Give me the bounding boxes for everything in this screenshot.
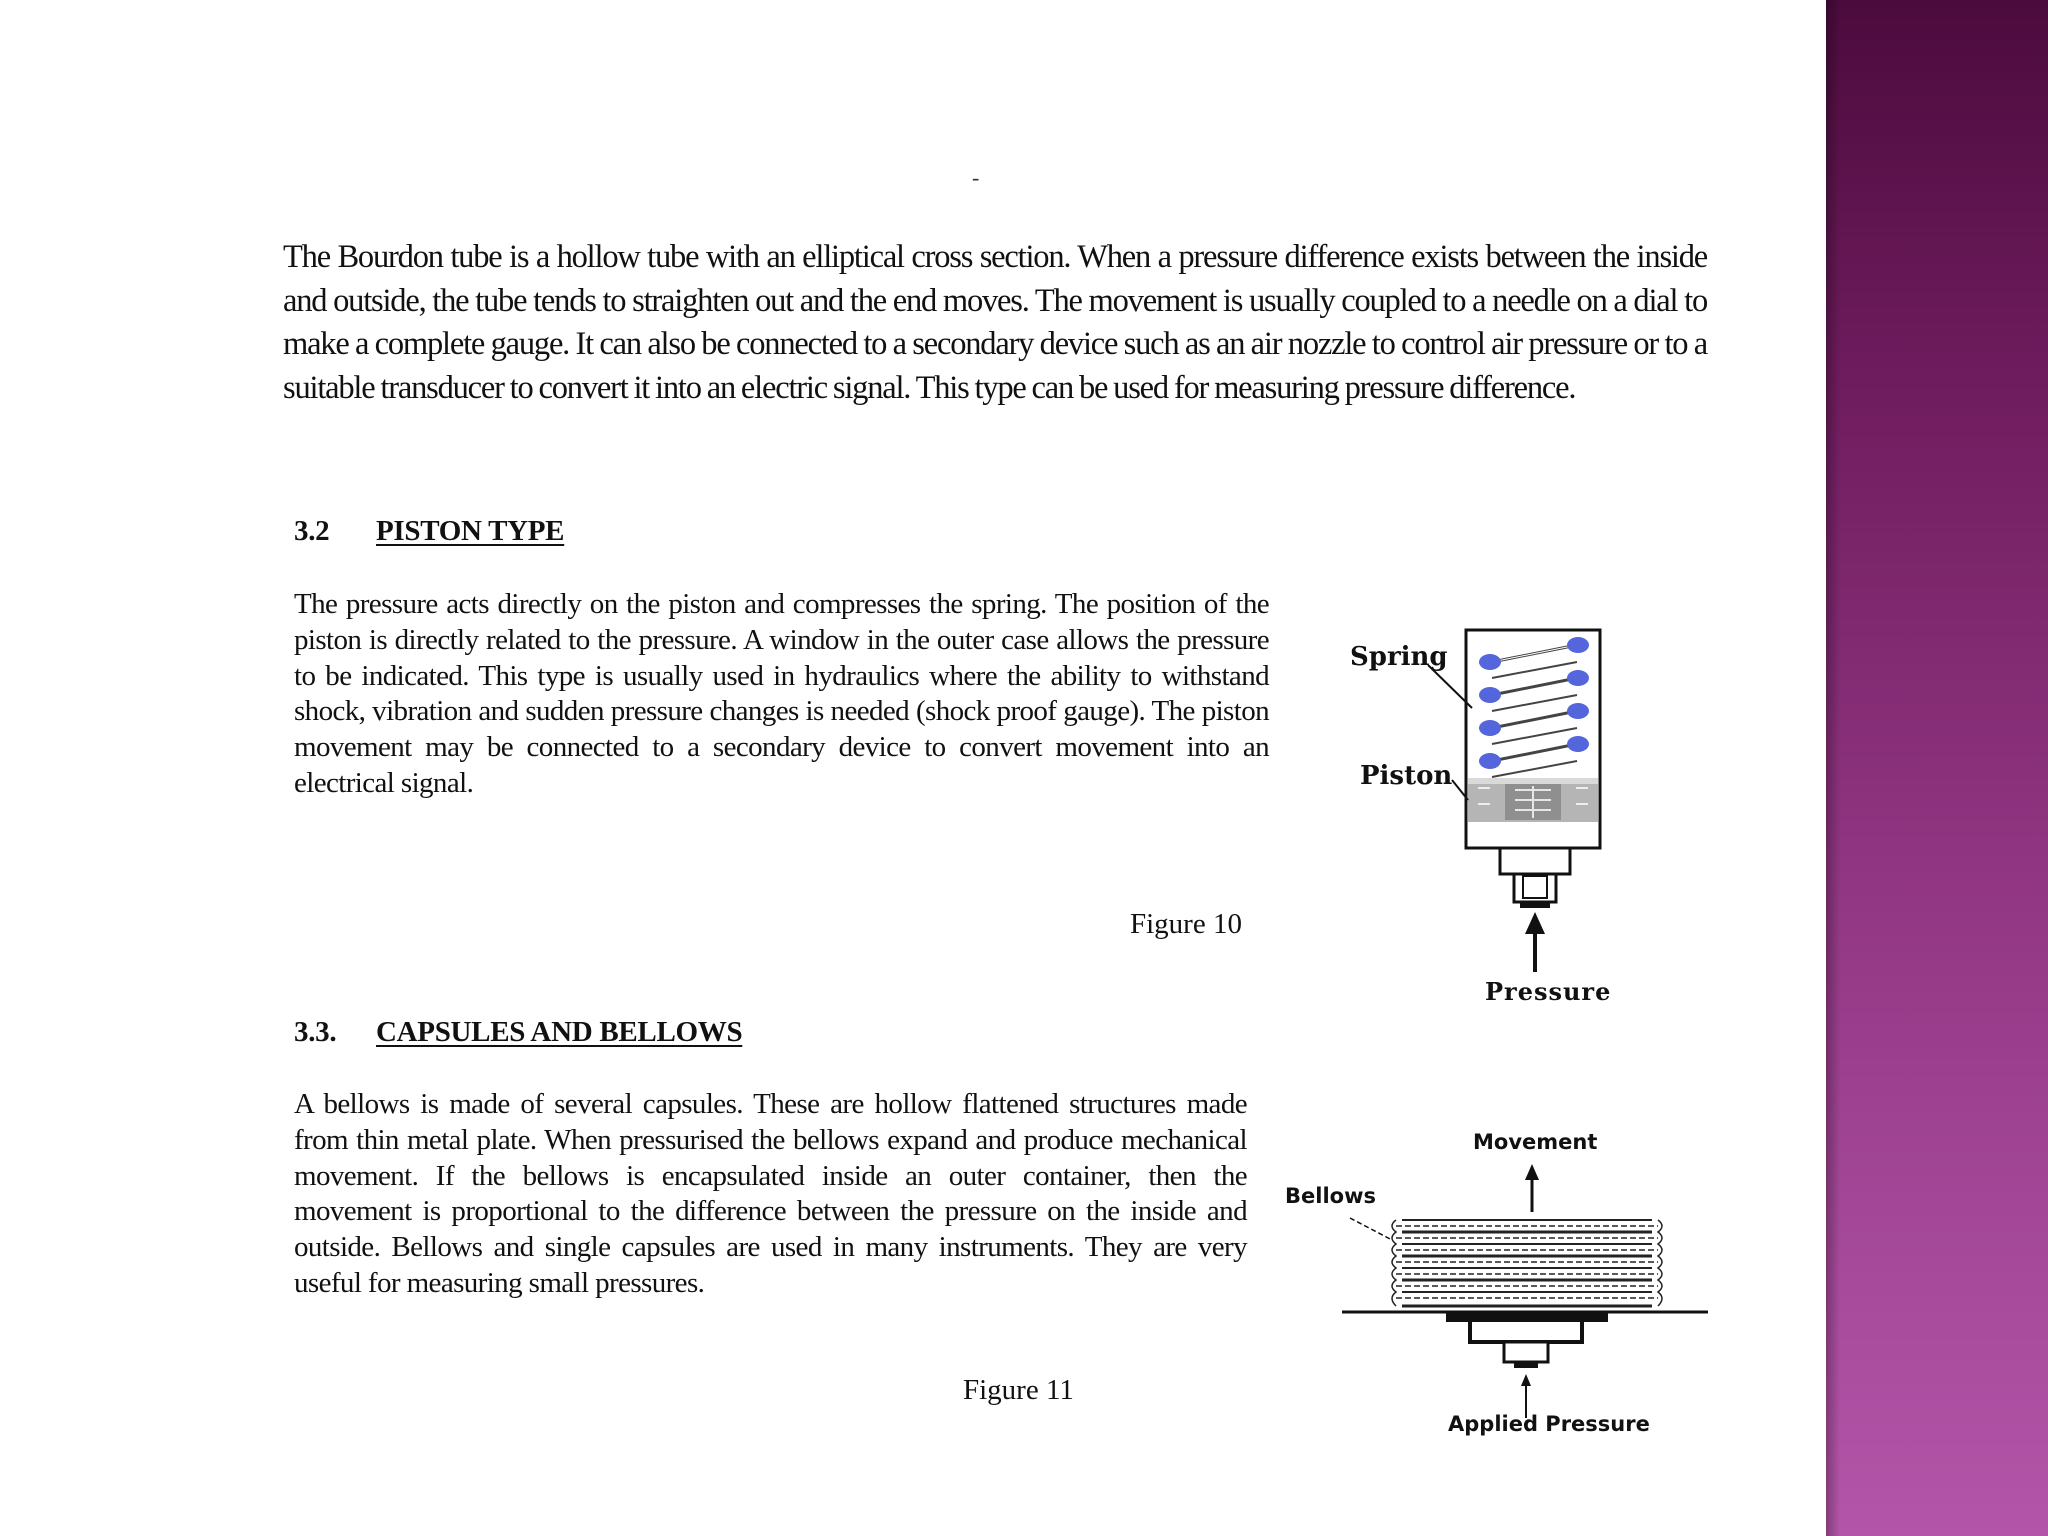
- movement-arrow: [1525, 1164, 1539, 1212]
- section-number: 3.2: [294, 515, 330, 547]
- section-number: 3.3.: [294, 1016, 337, 1048]
- pressure-label: Pressure: [1485, 977, 1612, 1006]
- bellows-fitting: [1470, 1322, 1582, 1342]
- piston-gauge-figure: [1340, 620, 1640, 1010]
- section-title: PISTON TYPE: [376, 515, 565, 547]
- intro-paragraph: The Bourdon tube is a hollow tube with an elliptical cross section. When a pressure difference exists between the inside and outside, the tube tends to straighten out and the end moves. The movement is usually coupled to a needle on a dial to make a complete gauge. It can also be connected to a secondary device such as an air nozzle to control air pressure or to a suitable transducer to convert it into an electric signal. This type can be used for measuring pressure difference.: [283, 239, 1707, 406]
- bellows-label: Bellows: [1285, 1184, 1376, 1208]
- decorative-side-band: [1826, 0, 2048, 1536]
- section-heading-bellows: [294, 1016, 742, 1049]
- applied-pressure-label: Applied Pressure: [1448, 1412, 1650, 1436]
- figure-11-caption: Figure 11: [963, 1374, 1074, 1406]
- pressure-arrow: [1525, 912, 1545, 972]
- movement-label: Movement: [1473, 1130, 1598, 1154]
- gauge-stem: [1500, 848, 1570, 874]
- piston-block: [1468, 778, 1598, 822]
- bellows-folds: [1392, 1220, 1662, 1306]
- section-heading-piston: [294, 515, 564, 548]
- bellows-base: [1446, 1312, 1608, 1322]
- section-title: CAPSULES AND BELLOWS: [376, 1016, 743, 1048]
- piston-paragraph: The pressure acts directly on the piston and compresses the spring. The position of the piston is directly related to the pressure. A window in the outer case allows the pressure to be indicated. This type is usually used in hydraulics where the ability to withstand shock, vibration and sudden pressure changes is needed (shock proof gauge). The piston movement may be connected to a secondary device to convert movement into an electrical signal.: [294, 588, 1269, 799]
- spring-label: Spring: [1350, 642, 1448, 672]
- piston-label: Piston: [1360, 761, 1453, 791]
- figure-10-caption: Figure 10: [1130, 908, 1242, 940]
- bellows-leader-line: [1350, 1218, 1392, 1240]
- page-mark: -: [972, 165, 980, 190]
- bellows-paragraph: A bellows is made of several capsules. These are hollow flattened structures made from thin metal plate. When pressurised the bellows expand and produce mechanical movement. If the bellows is encapsulated inside an outer container, then the movement is proportional to the difference between the pressure on the inside and outside. Bellows and single capsules are used in many instruments. They are very useful for measuring small pressures.: [294, 1088, 1247, 1299]
- bellows-figure: [1280, 1120, 1720, 1440]
